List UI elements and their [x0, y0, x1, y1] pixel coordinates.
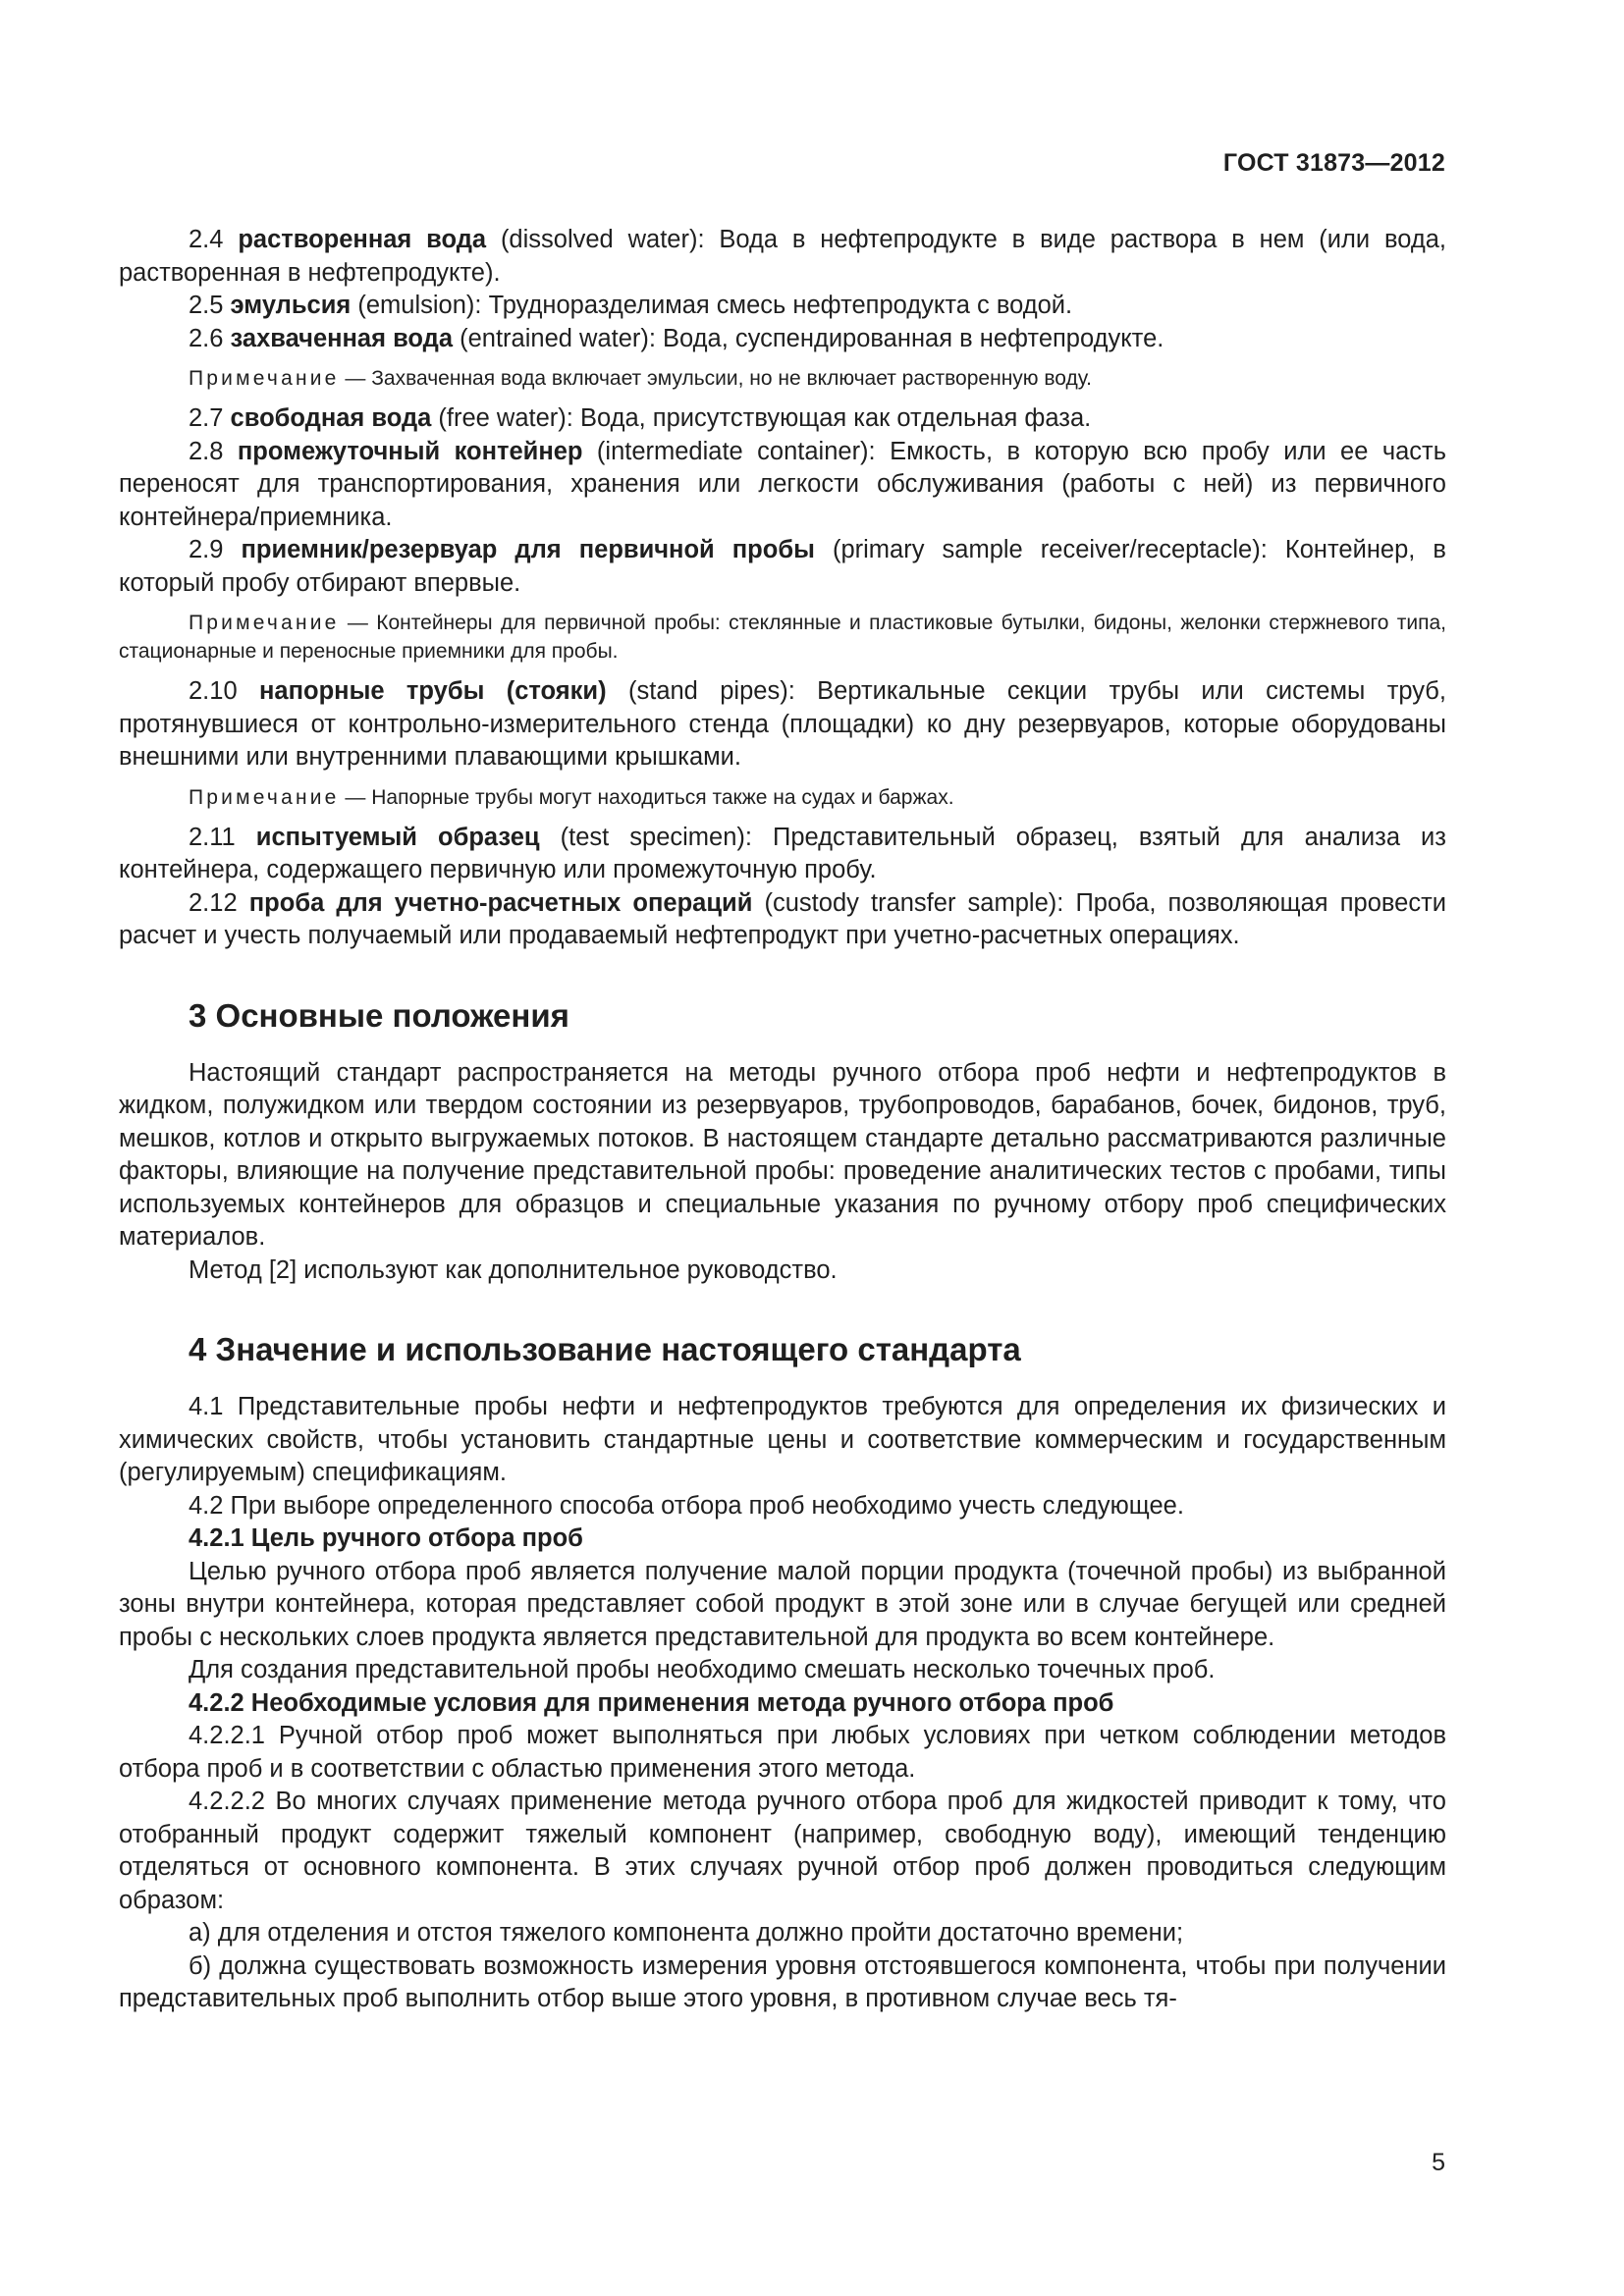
subsection-4-2-2-title: 4.2.2 Необходимые условия для применения метода ручного отбора проб	[189, 1688, 1114, 1717]
section-3-title: 3 Основные положения	[189, 996, 569, 1034]
note-1: Примечание — Захваченная вода включает эмульсии, но не включает растворенную воду.	[189, 367, 1093, 390]
section-3-paragraph: Настоящий стандарт распространяется на методы ручного отбора проб нефти и нефтепродуктов в жидком, полужидком или твердом состоянии из резервуаров, трубопроводов, барабанов, бочек, бидонов, труб, мешков, котлов и открыто выгружаемых потоков. В настоящем стандарте детально рассматриваются различные факторы, влияющие на получение представительной пробы: проведение аналитических тестов с пробами, типы используемых контейнеров для образцов и специальные указания по ручному отбору проб специфических материалов.	[119, 1058, 1446, 1251]
definition-2-9: 2.9 приемник/резервуар для первичной пробы (primary sample receiver/receptacle): Контейнер, в который пробу отбирают впервые.	[119, 536, 1446, 597]
document-header: ГОСТ 31873—2012	[1222, 149, 1445, 177]
definition-2-5: 2.5 эмульсия (emulsion): Трудноразделимая смесь нефтепродукта с водой.	[189, 292, 1073, 319]
section-4-title: 4 Значение и использование настоящего стандарта	[189, 1331, 1021, 1367]
term: промежуточный контейнер	[237, 437, 583, 465]
page-content	[119, 224, 1446, 2016]
definition-2-7: 2.7 свободная вода (free water): Вода, присутствующая как отдельная фаза.	[189, 404, 1092, 432]
note-2: Примечание — Контейнеры для первичной пробы: стеклянные и пластиковые бутылки, бидоны, желонки стержневого типа, стационарные и переносные приемники для пробы.	[119, 612, 1446, 663]
term: захваченная вода	[230, 324, 454, 352]
clause-4-1: 4.1 Представительные пробы нефти и нефтепродуктов требуются для определения их физических и химических свойств, чтобы установить стандартные цены и соответствие коммерческим и государственным (регулируемым) спецификациям.	[119, 1393, 1446, 1486]
term: проба для учетно-расчетных операций	[248, 888, 753, 917]
list-item-a: а) для отделения и отстоя тяжелого компонента должно пройти достаточно времени;	[189, 1919, 1184, 1947]
term: приемник/резервуар для первичной пробы	[241, 536, 815, 563]
note-3: Примечание — Напорные трубы могут находиться также на судах и баржах.	[189, 785, 954, 809]
definition-2-8: 2.8 промежуточный контейнер (intermediate container): Емкость, в которую всю пробу или ее часть переносят для транспортирования, хранения или легкости обслуживания (работы с ней) из первичного контейнера/приемника.	[119, 437, 1446, 531]
term: испытуемый образец	[255, 823, 540, 851]
definition-2-12: 2.12 проба для учетно-расчетных операций (custody transfer sample): Проба, позволяющая провести расчет и учесть получаемый или продаваемый нефтепродукт при учетно-расчетных операциях.	[119, 888, 1447, 949]
clause-4-2-2-2: 4.2.2.2 Во многих случаях применение метода ручного отбора проб для жидкостей приводит к тому, что отобранный продукт содержит тяжелый компонент (например, свободную воду), имеющий тенденцию отделяться от основного компонента. В этих случаях ручной отбор проб должен проводиться следующим образом:	[119, 1788, 1446, 1914]
clause-4-2-1-text: Целью ручного отбора проб является получение малой порции продукта (точечной пробы) из выбранной зоны внутри контейнера, которая представляет собой продукт в этой зоне или в случае бегущей или средней пробы с нескольких слоев продукта является представительной для продукта во всем контейнере.	[119, 1557, 1446, 1651]
page-number: 5	[1432, 2149, 1445, 2176]
definition-2-11: 2.11 испытуемый образец (test specimen): Представительный образец, взятый для анализа из контейнера, содержащего первичную или промежуточную пробу.	[119, 823, 1446, 883]
subsection-4-2-1-title: 4.2.1 Цель ручного отбора проб	[189, 1524, 583, 1552]
clause-4-2: 4.2 При выборе определенного способа отбора проб необходимо учесть следующее.	[189, 1491, 1184, 1520]
term: свободная вода	[230, 404, 432, 432]
term: напорные трубы (стояки)	[259, 677, 607, 705]
definition-2-10: 2.10 напорные трубы (стояки) (stand pipes): Вертикальные секции трубы или системы труб, протянувшиеся от контрольно-измерительного стенда (площадки) ко дну резервуаров, которые оборудованы внешними или внутренними плавающими крышками.	[119, 677, 1447, 771]
definition-2-4: 2.4 растворенная вода (dissolved water): Вода в нефтепродукте в виде раствора в нем (или вода, растворенная в нефтепродукте).	[119, 226, 1446, 287]
term: эмульсия	[230, 292, 352, 319]
section-3-paragraph: Метод [2] используют как дополнительное руководство.	[189, 1255, 838, 1284]
clause-4-2-1-text: Для создания представительной пробы необходимо смешать несколько точечных проб.	[189, 1656, 1216, 1683]
clause-4-2-2-1: 4.2.2.1 Ручной отбор проб может выполняться при любых условиях при четком соблюдении методов отбора проб и в соответствии с областью применения этого метода.	[119, 1722, 1446, 1783]
term: растворенная вода	[238, 226, 487, 253]
definition-2-6: 2.6 захваченная вода (entrained water): Вода, суспендированная в нефтепродукте.	[189, 324, 1164, 352]
list-item-b: б) должна существовать возможность измерения уровня отстоявшегося компонента, чтобы при получении представительных проб выполнить отбор выше этого уровня, в противном случае весь тя-	[119, 1951, 1446, 2012]
